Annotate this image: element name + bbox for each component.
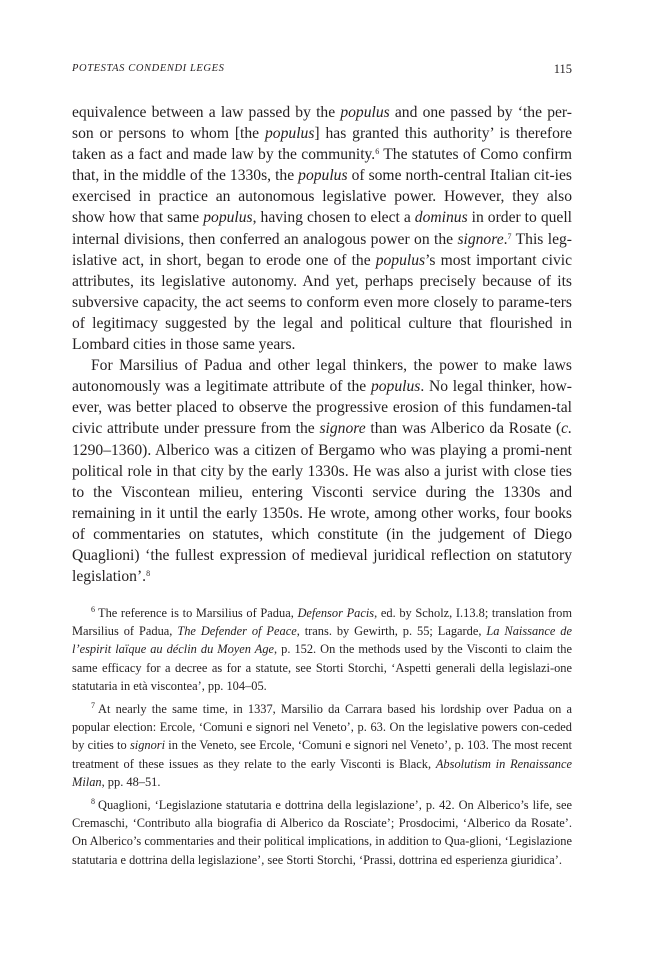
running-head: [72, 63, 572, 79]
italic-text: populus: [298, 167, 348, 185]
italic-text: populus: [203, 209, 253, 227]
italic-text: populus: [375, 251, 426, 269]
italic-text: Defensor Pacis: [297, 606, 375, 620]
footnote-reference: 7: [507, 231, 512, 241]
italic-text: populus: [340, 104, 390, 121]
italic-text: The Defender of Peace: [177, 624, 297, 639]
footnote-reference: 6: [375, 147, 380, 157]
italic-text: populus: [265, 125, 315, 143]
footnote-7: [72, 700, 572, 791]
footnote-text: Quaglioni, ‘Legislazione statutaria e dottrina della legislazione’, p. 42. On Alberico’s life, see Cremaschi, ‘Contributo alla biografia di Alberico da Rosciate’; Prosdocimi, ‘Alberico da Rosate’. On Alberico’s commentaries and their political implications, in addition to Qua-glioni, ‘Legislazione statutaria e dottrina della legislazione’, see Storti Storchi, ‘Prassi, dottrina ed esperienza giuridica’.: [72, 798, 572, 867]
italic-text: c.: [561, 420, 572, 438]
footnotes: [72, 604, 572, 874]
italic-text: La Naissance de l’espirit laïque au déclin du Moyen Age: [72, 624, 572, 657]
footnote-number: 6: [91, 605, 95, 614]
italic-text: populus: [370, 378, 421, 396]
footnote-8: [72, 796, 572, 869]
footnote-number: 7: [91, 701, 95, 711]
italic-text: Absolutism in Renaissance Milan: [72, 756, 572, 789]
body-paragraph-1: equivalence between a law passed by the populus and one passed by ‘the per-son or persons to whom [the populus] has granted this authority’ is therefore taken as a fact and made law by the community.$^6$ The statutes of Como confirm that, in the middle of the 1330s, the populus of some north-central Italian cit-ies exercised in practice an autonomous legislative power. However, they also show how that same populus, having chosen to elect a dominus in order to quell internal divisions, then conferred an analogous power on the signore.$^7$ This leg-islative act, in short, began to erode one of the populus’s most important civic attributes, its legislative autonomy. And yet, perhaps precisely because of its subversive capacity, the act seems to conform even more closely to parame-ters of legitimacy suggested by the legal and political culture that flourished in Lombard cities in those same years.: [72, 104, 573, 354]
page-number: 115: [553, 62, 572, 76]
italic-text: dominus: [414, 209, 468, 227]
footnote-number: 8: [91, 797, 95, 807]
footnote-reference: 8: [146, 569, 151, 579]
main-text: [72, 102, 572, 587]
italic-text: signore: [319, 420, 366, 438]
footnote-6: [72, 604, 572, 695]
footnote-text: At nearly the same time, in 1337, Marsilio da Carrara based his lordship over Padua on a popular election: Ercole, ‘Comuni e signori nel Veneto’, p. 63. On the legislative powers con-ceded by cities to signori in the Veneto, see Ercole, ‘Comuni e signori nel Veneto’, p. 103. The most recent treatment of these issues as they relate to the early Visconti is Black, Absolutism in Renaissance Milan, pp. 48–51.: [72, 702, 572, 789]
italic-text: signore: [457, 230, 504, 248]
body-paragraph-2: For Marsilius of Padua and other legal thinkers, the power to make laws autonomously was a legitimate attribute of the populus. No legal thinker, how-ever, was better placed to observe the progressive erosion of this fundamen-tal civic attribute under pressure from the signore than was Alberico da Rosate (c. 1290–1360). Alberico was a citizen of Bergamo who was playing a promi-nent political role in that city by the early 1330s. He was also a jurist with close ties to the Viscontean milieu, entering Visconti service during the 1330s and remaining in it until the early 1350s. He wrote, among other works, four books of commentaries on statutes, which constitute (in the judgement of Diego Quaglioni) ‘the fullest expression of medieval juridical reflection on statutory legislation’.$^8$: [72, 357, 572, 586]
running-head-title: POTESTAS CONDENDI LEGES: [72, 63, 225, 74]
footnote-text: The reference is to Marsilius of Padua, Defensor Pacis, ed. by Scholz, I.13.8; translation from Marsilius of Padua, The Defender of Peace, trans. by Gewirth, p. 55; Lagarde, La Naissance de l’espirit laïque au déclin du Moyen Age, p. 152. On the methods used by the Visconti to claim the same efficacy for a decree as for a statute, see Storti Storchi, ‘Aspetti generali della legislazi-one statutaria in età viscontea’, pp. 104–05.: [72, 606, 572, 693]
italic-text: signori: [129, 738, 166, 753]
